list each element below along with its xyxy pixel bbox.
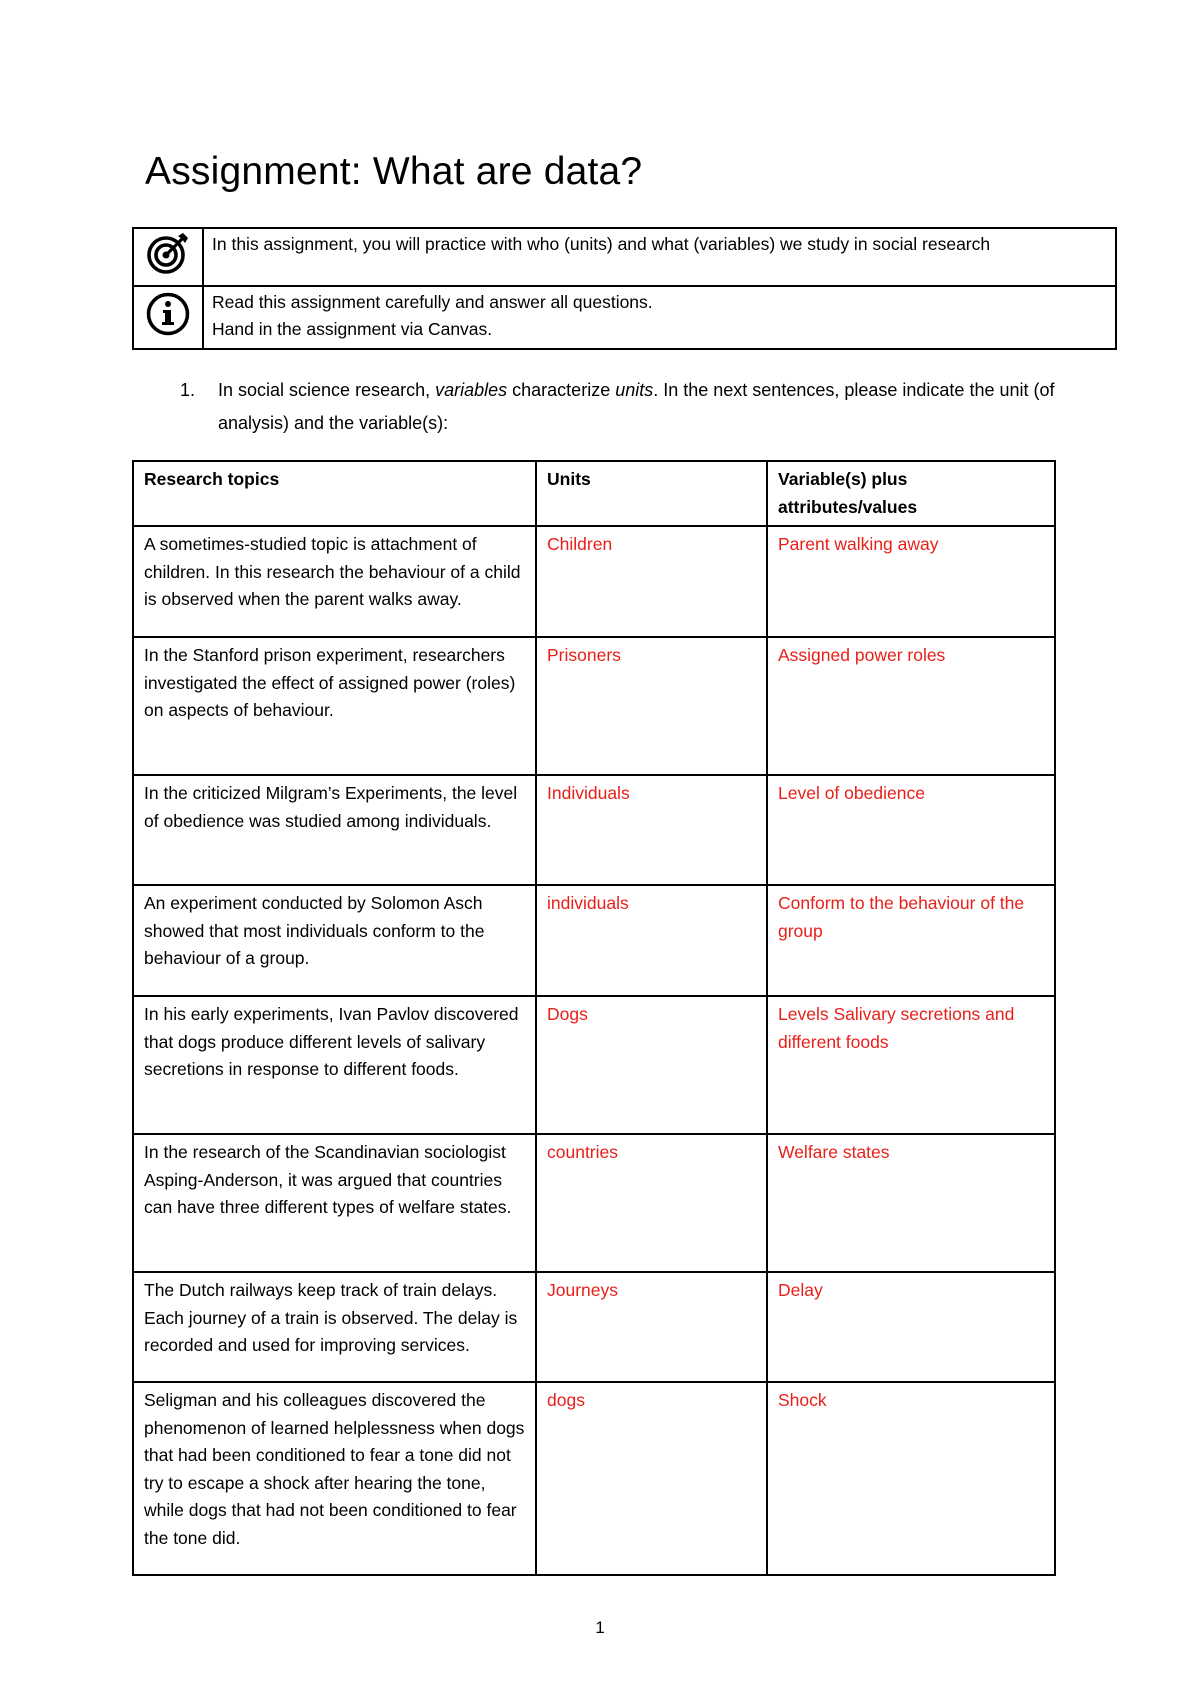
info-box [132,227,1117,350]
question-term-variables: variables [435,380,508,400]
header-variables: Variable(s) plus attributes/values [767,461,1055,526]
question-number: 1. [180,380,196,400]
table-row [133,1382,1055,1575]
topic-cell: In the research of the Scandinavian sociologist Asping-Anderson, it was argued that countries can have three different types of welfare states. [133,1134,536,1272]
goal-icon-cell [133,228,203,286]
topic-cell: In the criticized Milgram’s Experiments, the level of obedience was studied among individuals. [133,775,536,885]
unit-answer: dogs [536,1382,767,1575]
goal-row [133,228,1116,286]
header-research-topics: Research topics [133,461,536,526]
unit-answer: Prisoners [536,637,767,775]
question-text [218,374,1080,440]
unit-answer: individuals [536,885,767,996]
info-icon [145,291,191,337]
variable-answer: Levels Salivary secretions and different foods [767,996,1055,1134]
question-1 [180,374,1080,440]
question-term-units: units [615,380,654,400]
question-text-part: characterize [507,380,616,400]
target-icon [145,230,191,276]
table-row [133,526,1055,637]
table-row [133,1272,1055,1382]
unit-answer: Individuals [536,775,767,885]
info-line-1: Read this assignment carefully and answer all questions. [212,292,653,312]
variable-answer: Assigned power roles [767,637,1055,775]
variable-answer: Parent walking away [767,526,1055,637]
goal-text: In this assignment, you will practice with who (units) and what (variables) we study in social research [203,228,1116,286]
table-row [133,775,1055,885]
table-row [133,637,1055,775]
table-header-row [133,461,1055,526]
topic-cell: An experiment conducted by Solomon Asch showed that most individuals conform to the behaviour of a group. [133,885,536,996]
table-row [133,885,1055,996]
variable-answer: Welfare states [767,1134,1055,1272]
info-icon-cell [133,286,203,349]
question-text-part: In social science research, [218,380,436,400]
variable-answer: Shock [767,1382,1055,1575]
header-units: Units [536,461,767,526]
variable-answer: Level of obedience [767,775,1055,885]
page-title: Assignment: What are data? [145,150,643,193]
variable-answer: Delay [767,1272,1055,1382]
topic-cell: A sometimes-studied topic is attachment of children. In this research the behaviour of a child is observed when the parent walks away. [133,526,536,637]
page-number: 1 [595,1618,605,1637]
variable-answer: Conform to the behaviour of the group [767,885,1055,996]
unit-answer: countries [536,1134,767,1272]
info-row [133,286,1116,349]
table-row [133,1134,1055,1272]
table-row [133,996,1055,1134]
topic-cell: Seligman and his colleagues discovered the phenomenon of learned helplessness when dogs that had been conditioned to fear a tone did not try to escape a shock after hearing the tone, while dogs that had not been conditioned to fear the tone did. [133,1382,536,1575]
unit-answer: Children [536,526,767,637]
topic-cell: In the Stanford prison experiment, researchers investigated the effect of assigned power (roles) on aspects of behaviour. [133,637,536,775]
info-line-2: Hand in the assignment via Canvas. [212,319,493,339]
unit-answer: Journeys [536,1272,767,1382]
unit-answer: Dogs [536,996,767,1134]
topic-cell: The Dutch railways keep track of train delays. Each journey of a train is observed. The delay is recorded and used for improving services. [133,1272,536,1382]
question-text-part: . In the next sentences, please indicate the unit (of analysis) and the variable(s): [218,380,1055,433]
info-text [203,286,1116,349]
answer-table [132,460,1056,1576]
topic-cell: In his early experiments, Ivan Pavlov discovered that dogs produce different levels of salivary secretions in response to different foods. [133,996,536,1134]
